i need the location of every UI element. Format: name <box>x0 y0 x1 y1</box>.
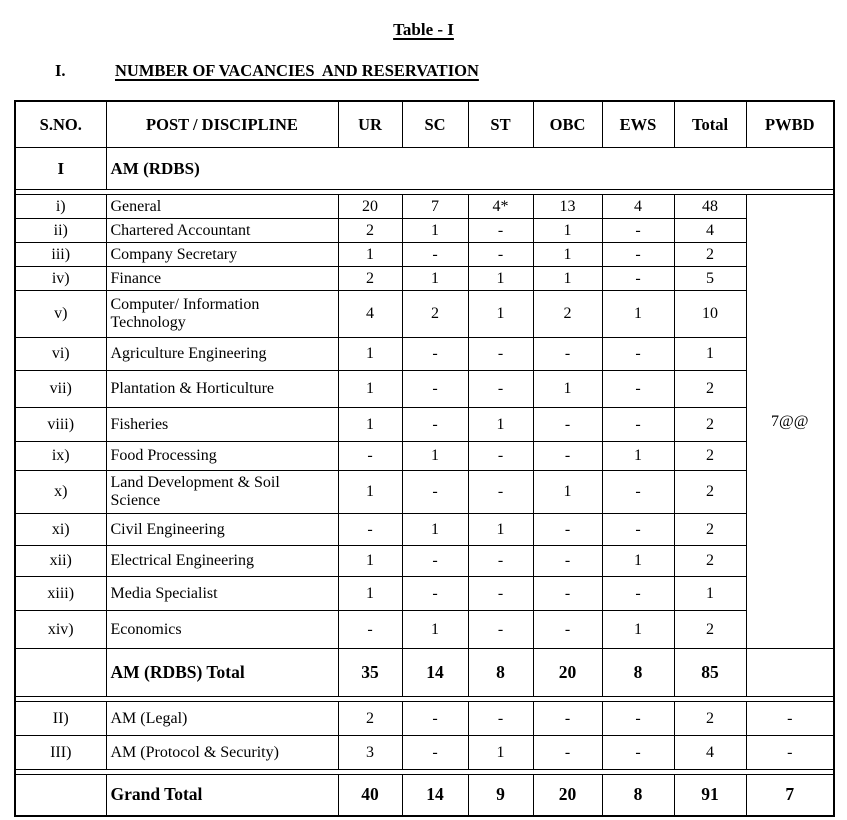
cell-total: 2 <box>674 408 746 442</box>
cell-post: Plantation & Horticulture <box>106 371 338 408</box>
cell-post: Agriculture Engineering <box>106 338 338 371</box>
cell-sno: viii) <box>15 408 106 442</box>
cell-obc: 1 <box>533 243 602 267</box>
cell-post: Food Processing <box>106 442 338 471</box>
cell-obc: - <box>533 514 602 546</box>
cell-ur: - <box>338 442 402 471</box>
cell-pwbd <box>746 649 834 697</box>
cell-post: Civil Engineering <box>106 514 338 546</box>
cell-ews: - <box>602 338 674 371</box>
cell-obc: 20 <box>533 775 602 816</box>
cell-sno <box>15 775 106 816</box>
header-total: Total <box>674 101 746 148</box>
cell-total: 10 <box>674 291 746 338</box>
cell-st: 9 <box>468 775 533 816</box>
cell-post: Media Specialist <box>106 577 338 611</box>
cell-ur: 2 <box>338 267 402 291</box>
header-obc: OBC <box>533 101 602 148</box>
document-title: Table - I <box>393 20 454 39</box>
cell-st: 1 <box>468 291 533 338</box>
cell-st: 8 <box>468 649 533 697</box>
table-header-row <box>15 101 834 148</box>
cell-ews: - <box>602 267 674 291</box>
cell-st: - <box>468 577 533 611</box>
cell-obc: 1 <box>533 219 602 243</box>
cell-obc: 1 <box>533 267 602 291</box>
cell-ews: - <box>602 577 674 611</box>
cell-sno: ii) <box>15 219 106 243</box>
cell-st: - <box>468 371 533 408</box>
cell-ews: 8 <box>602 649 674 697</box>
cell-ews: - <box>602 219 674 243</box>
cell-st: 1 <box>468 267 533 291</box>
cell-total: 2 <box>674 514 746 546</box>
header-post: POST / DISCIPLINE <box>106 101 338 148</box>
cell-post: Computer/ Information Technology <box>106 291 338 338</box>
cell-st: 4* <box>468 195 533 219</box>
cell-sc: - <box>402 408 468 442</box>
cell-total: 2 <box>674 546 746 577</box>
cell-sc: 1 <box>402 267 468 291</box>
cell-ur: 1 <box>338 243 402 267</box>
section-number: I. <box>55 61 66 80</box>
cell-sno: xiv) <box>15 611 106 649</box>
cell-st: 1 <box>468 736 533 770</box>
cell-sc: - <box>402 338 468 371</box>
cell-sc: 1 <box>402 514 468 546</box>
cell-sc: 14 <box>402 649 468 697</box>
cell-ews: 1 <box>602 291 674 338</box>
cell-sc: - <box>402 471 468 514</box>
cell-ews: - <box>602 408 674 442</box>
cell-ews: - <box>602 371 674 408</box>
table-row <box>15 408 834 442</box>
cell-obc: - <box>533 611 602 649</box>
cell-sc: - <box>402 736 468 770</box>
table-row <box>15 736 834 770</box>
cell-obc: 1 <box>533 371 602 408</box>
cell-ur: 35 <box>338 649 402 697</box>
cell-obc: - <box>533 577 602 611</box>
table-row <box>15 195 834 219</box>
cell-obc: - <box>533 442 602 471</box>
table-row <box>15 371 834 408</box>
header-pwbd: PWBD <box>746 101 834 148</box>
subtotal-row <box>15 649 834 697</box>
cell-obc: 1 <box>533 471 602 514</box>
cell-sno: iv) <box>15 267 106 291</box>
cell-total: 2 <box>674 702 746 736</box>
cell-st: - <box>468 243 533 267</box>
cell-sno: x) <box>15 471 106 514</box>
cell-sno <box>15 649 106 697</box>
cell-ews: 1 <box>602 546 674 577</box>
cell-st: 1 <box>468 408 533 442</box>
table-row <box>15 243 834 267</box>
cell-sno: v) <box>15 291 106 338</box>
cell-pwbd: 7 <box>746 775 834 816</box>
cell-pwbd: - <box>746 736 834 770</box>
cell-total: 2 <box>674 471 746 514</box>
cell-st: - <box>468 546 533 577</box>
cell-ur: 4 <box>338 291 402 338</box>
cell-ews: 4 <box>602 195 674 219</box>
header-sno: S.NO. <box>15 101 106 148</box>
cell-post: AM (Legal) <box>106 702 338 736</box>
cell-st: - <box>468 442 533 471</box>
cell-obc: 13 <box>533 195 602 219</box>
cell-total: 4 <box>674 219 746 243</box>
cell-sno: vii) <box>15 371 106 408</box>
table-row <box>15 291 834 338</box>
cell-obc: - <box>533 338 602 371</box>
cell-post: Chartered Accountant <box>106 219 338 243</box>
cell-st: - <box>468 338 533 371</box>
group-header-row <box>15 148 834 190</box>
cell-st: - <box>468 702 533 736</box>
cell-total: 91 <box>674 775 746 816</box>
cell-sno: xii) <box>15 546 106 577</box>
cell-ur: 40 <box>338 775 402 816</box>
cell-ews: - <box>602 702 674 736</box>
table-row <box>15 471 834 514</box>
cell-sc: - <box>402 577 468 611</box>
table-row <box>15 338 834 371</box>
cell-ur: 1 <box>338 371 402 408</box>
cell-obc: 2 <box>533 291 602 338</box>
cell-ur: 2 <box>338 219 402 243</box>
cell-ur: 1 <box>338 546 402 577</box>
cell-post: Company Secretary <box>106 243 338 267</box>
table-row <box>15 577 834 611</box>
cell-total: 2 <box>674 611 746 649</box>
cell-sno: xi) <box>15 514 106 546</box>
cell-sno: ix) <box>15 442 106 471</box>
cell-total: 4 <box>674 736 746 770</box>
cell-total: 1 <box>674 338 746 371</box>
table-row <box>15 442 834 471</box>
cell-sc: 1 <box>402 611 468 649</box>
cell-st: 1 <box>468 514 533 546</box>
cell-pwbd-merged: 7@@ <box>746 195 834 649</box>
cell-obc: - <box>533 736 602 770</box>
header-sc: SC <box>402 101 468 148</box>
cell-post: AM (RDBS) Total <box>106 649 338 697</box>
table-row <box>15 267 834 291</box>
cell-sno: I <box>15 148 106 190</box>
cell-post: Land Development & Soil Science <box>106 471 338 514</box>
cell-ur: 1 <box>338 408 402 442</box>
cell-ur: 20 <box>338 195 402 219</box>
cell-ews: 1 <box>602 442 674 471</box>
grand-total-row <box>15 775 834 816</box>
cell-ur: 3 <box>338 736 402 770</box>
cell-sc: 7 <box>402 195 468 219</box>
cell-ur: - <box>338 514 402 546</box>
header-st: ST <box>468 101 533 148</box>
cell-obc: - <box>533 546 602 577</box>
cell-sno: II) <box>15 702 106 736</box>
table-row <box>15 514 834 546</box>
cell-ews: - <box>602 471 674 514</box>
cell-obc: - <box>533 408 602 442</box>
section-heading-row <box>55 61 833 81</box>
cell-ur: 1 <box>338 471 402 514</box>
cell-sc: - <box>402 243 468 267</box>
cell-post: Finance <box>106 267 338 291</box>
cell-post: Electrical Engineering <box>106 546 338 577</box>
cell-total: 1 <box>674 577 746 611</box>
cell-sc: 1 <box>402 442 468 471</box>
cell-post: Grand Total <box>106 775 338 816</box>
cell-sc: 2 <box>402 291 468 338</box>
group-label: AM (RDBS) <box>106 148 834 190</box>
cell-post: AM (Protocol & Security) <box>106 736 338 770</box>
vacancy-table <box>14 100 835 817</box>
cell-ews: 1 <box>602 611 674 649</box>
cell-ews: - <box>602 514 674 546</box>
cell-sno: i) <box>15 195 106 219</box>
table-row <box>15 702 834 736</box>
header-ews: EWS <box>602 101 674 148</box>
cell-total: 2 <box>674 371 746 408</box>
section-heading: NUMBER OF VACANCIES AND RESERVATION <box>115 61 479 80</box>
cell-sno: iii) <box>15 243 106 267</box>
cell-st: - <box>468 219 533 243</box>
cell-obc: - <box>533 702 602 736</box>
cell-post: Fisheries <box>106 408 338 442</box>
cell-sc: 14 <box>402 775 468 816</box>
cell-sno: III) <box>15 736 106 770</box>
header-ur: UR <box>338 101 402 148</box>
cell-sno: vi) <box>15 338 106 371</box>
cell-obc: 20 <box>533 649 602 697</box>
cell-sc: - <box>402 702 468 736</box>
cell-ur: 1 <box>338 577 402 611</box>
table-row <box>15 219 834 243</box>
cell-post: General <box>106 195 338 219</box>
cell-sc: 1 <box>402 219 468 243</box>
cell-sno: xiii) <box>15 577 106 611</box>
cell-ews: - <box>602 736 674 770</box>
cell-st: - <box>468 611 533 649</box>
table-row <box>15 546 834 577</box>
cell-ur: 2 <box>338 702 402 736</box>
cell-total: 2 <box>674 243 746 267</box>
cell-ews: - <box>602 243 674 267</box>
cell-total: 2 <box>674 442 746 471</box>
cell-ews: 8 <box>602 775 674 816</box>
cell-sc: - <box>402 546 468 577</box>
cell-total: 48 <box>674 195 746 219</box>
cell-ur: 1 <box>338 338 402 371</box>
cell-sc: - <box>402 371 468 408</box>
cell-st: - <box>468 471 533 514</box>
cell-post: Economics <box>106 611 338 649</box>
cell-ur: - <box>338 611 402 649</box>
table-row <box>15 611 834 649</box>
cell-total: 85 <box>674 649 746 697</box>
cell-total: 5 <box>674 267 746 291</box>
cell-pwbd: - <box>746 702 834 736</box>
